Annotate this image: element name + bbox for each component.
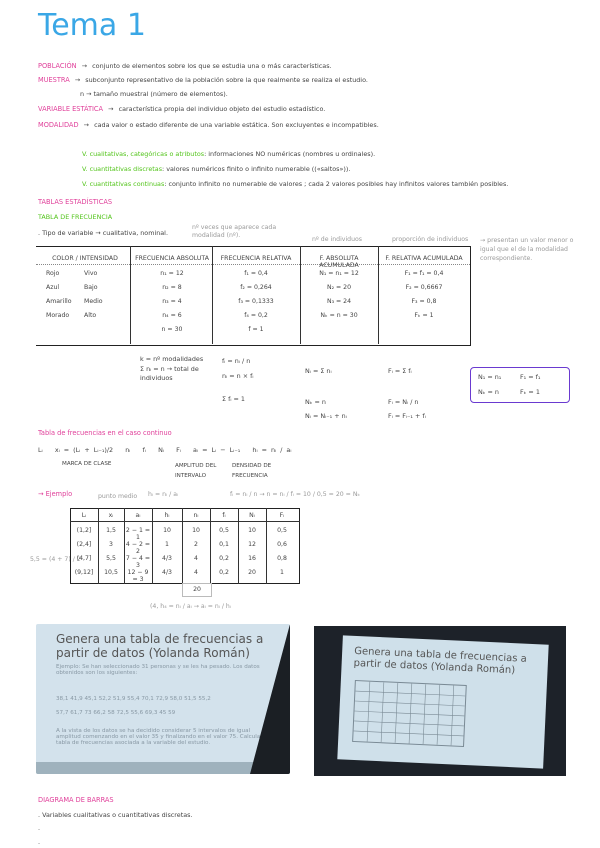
total-value: 20 — [193, 586, 201, 593]
continuous-row — [38, 446, 291, 454]
freq-cell: f₄ = 0,2 — [244, 312, 268, 319]
example-cell: 1 — [280, 569, 284, 576]
example-cell: (4,7] — [76, 555, 92, 562]
photo2-screen — [337, 635, 548, 768]
photo1-p3: 57,7 61,7 73 66,2 58 72,5 55,6 69,3 45 59 — [56, 710, 176, 716]
example-cell: aᵢ — [135, 512, 141, 519]
photo1-p4: A la vista de los datos se ha decidido considerar 5 intervalos de igual amplitud comenzando en el valor 35 y finalizando en el valor 75. Calcular la tabla de frecuencias asociada a la variable del estudio. — [56, 728, 270, 746]
freq-cell: n₂ = 8 — [162, 284, 182, 291]
c-x: xᵢ = (Lᵢ + Lᵢ₋₁)/2 — [54, 446, 114, 454]
example-cell: 0,5 — [277, 527, 287, 534]
bullet-2: . — [38, 838, 41, 846]
note-n-individuos: nº de individuos — [312, 236, 363, 243]
legend-4: Fₖ = 1 — [520, 388, 540, 396]
example-cell: 4 − 2 = 2 — [125, 541, 151, 555]
freq-cell: n₄ = 6 — [162, 312, 182, 319]
freq-cell: N₁ = n₁ = 12 — [319, 270, 359, 277]
def-arrow: → — [81, 62, 88, 70]
tipo-variable: . Tipo de variable → cualitativa, nominal. — [38, 229, 168, 237]
example-cell: hᵢ — [164, 512, 170, 519]
legend-3: Nₖ = n — [478, 388, 499, 396]
header-faa: F. ABSOLUTA ACUMULADA — [319, 255, 359, 269]
freq-cell: Fₖ = 1 — [414, 312, 434, 319]
ejemplo-label: → Ejemplo — [38, 490, 73, 498]
type-text: : conjunto infinito no numerable de valores ; cada 2 valores posibles hay infinitos valores también posibles. — [164, 180, 509, 188]
c-a: aᵢ = Lᵢ − Lᵢ₋₁ — [193, 446, 241, 454]
formula-fi: fᵢ = nᵢ / n — [222, 357, 251, 365]
freq-cell: f₂ = 0,264 — [240, 284, 272, 291]
example-cell: (1,2] — [76, 527, 92, 534]
def-text: cada valor o estado diferente de una variable estática. Son excluyentes e incompatibles. — [94, 121, 379, 129]
def-term: POBLACIÓN — [38, 62, 77, 70]
def-text: subconjunto representativo de la población sobre la que realmente se realiza el estudio. — [85, 76, 368, 84]
type-text: : informaciones NO numéricas (nombres u ordinales). — [204, 150, 376, 158]
header-fr: FRECUENCIA RELATIVA — [220, 255, 292, 262]
formula-Ni-sum: Nᵢ = Σ nᵢ — [305, 367, 332, 375]
def-text: conjunto de elementos sobre los que se estudia una o más características. — [92, 62, 332, 70]
note-h: hᵢ = nᵢ / aᵢ — [148, 491, 179, 498]
def-term: MODALIDAD — [38, 121, 79, 129]
freq-cell: Morado — [46, 312, 70, 319]
example-cell: 12 — [248, 541, 256, 548]
freq-cell: F₃ = 0,8 — [411, 298, 437, 305]
example-cell: 3 — [109, 541, 113, 548]
def-text: característica propia del individuo objeto del estudio estadístico. — [118, 105, 326, 113]
bars-text: . Variables cualitativas o cuantitativas discretas. — [38, 811, 193, 819]
header-fra: F. RELATIVA ACUMULADA — [385, 255, 463, 262]
freq-cell: f₃ = 0,1333 — [238, 298, 274, 305]
freq-cell: F₁ = f₁ = 0,4 — [404, 270, 444, 277]
def-term: VARIABLE ESTÁTICA — [38, 105, 104, 113]
formula-Fi-rec: Fᵢ = Fᵢ₋₁ + fᵢ — [388, 412, 426, 420]
section-continuo: Tabla de frecuencias en el caso continuo — [38, 429, 172, 437]
legend-2: F₁ = f₁ — [520, 373, 541, 381]
example-cell: 0,2 — [219, 569, 229, 576]
example-cell: 16 — [248, 555, 256, 562]
formula-Fi-sum: Fᵢ = Σ fᵢ — [388, 367, 412, 375]
example-cell: 20 — [248, 569, 256, 576]
example-cell: 1,5 — [106, 527, 116, 534]
example-cell: 4/3 — [162, 569, 172, 576]
formula-Nk: Nₖ = n — [305, 398, 326, 406]
example-cell: 10 — [192, 527, 200, 534]
example-cell: 10,5 — [104, 569, 118, 576]
note-n-veces: nº veces que aparece cada modalidad (nº). — [192, 224, 277, 239]
example-cell: 10 — [163, 527, 171, 534]
photo2-title: Genera una tabla de frecuencias a partir de datos (Yolanda Román) — [353, 645, 528, 677]
type-text: : valores numéricos finito o infinito numerable ((«saltos»)). — [162, 165, 351, 173]
def-arrow: → — [108, 105, 114, 113]
example-cell: 0,6 — [277, 541, 287, 548]
freq-cell: f = 1 — [248, 326, 264, 333]
note-proporcion: proporción de individuos — [392, 236, 469, 243]
photo1-p1: Ejemplo: Se han seleccionado 31 personas y se les ha pesado. Los datos obtenidos son los siguientes: — [56, 664, 260, 676]
example-cell: 7 − 4 = 3 — [125, 555, 151, 569]
header-color: COLOR / INTENSIDAD — [52, 255, 118, 262]
formula-sum-f: Σ fᵢ = 1 — [222, 395, 245, 403]
example-cell: 5,5 — [106, 555, 116, 562]
freq-cell: n = 30 — [161, 326, 183, 333]
label-marca: MARCA DE CLASE — [62, 461, 112, 467]
example-cell: 4/3 — [162, 555, 172, 562]
example-cell: nᵢ — [193, 512, 199, 519]
freq-cell: n₃ = 4 — [162, 298, 182, 305]
freq-cell: Alto — [84, 312, 97, 319]
c-n: nᵢ — [125, 446, 131, 454]
example-cell: (2,4] — [76, 541, 92, 548]
type-label: V. cuantitativas continuas — [82, 180, 165, 188]
example-cell: (9,12] — [74, 569, 94, 576]
freq-cell: N₂ = 20 — [326, 284, 352, 291]
table-divider — [130, 246, 131, 344]
bottom-note: (4, h₄ = nᵢ / aᵢ → aᵢ = nᵢ / hᵢ — [150, 603, 231, 610]
def-term: MUESTRA — [38, 76, 70, 84]
note-presentan: → presentan un valor menor o igual que el de la modalidad correspondiente. — [480, 237, 574, 262]
freq-cell: Azul — [46, 284, 60, 291]
formula-sum-n: Σ nᵢ = n → total de individuos — [140, 365, 199, 382]
example-cell: 4 — [194, 569, 198, 576]
photo1-dark-corner — [250, 624, 290, 774]
example-cell: Lᵢ — [81, 512, 87, 519]
def-arrow: → — [74, 76, 81, 84]
freq-cell: Bajo — [84, 284, 98, 291]
note-punto-medio: punto medio — [98, 493, 138, 500]
example-cell: Fᵢ — [279, 512, 285, 519]
c-L: Lᵢ — [38, 446, 43, 454]
formula-k: k = nº modalidades — [140, 355, 204, 363]
freq-cell: n₁ = 12 — [160, 270, 184, 277]
side-note: 5,5 = (4 + 7) / 2 — [30, 556, 81, 563]
label-amplitud: AMPLITUD DEL INTERVALO — [175, 463, 217, 479]
def-text: n → tamaño muestral (número de elementos). — [80, 90, 228, 98]
example-cell: 12 − 9 = 3 — [127, 569, 149, 583]
type-label: V. cualitativas, categóricas o atributos — [82, 150, 205, 158]
example-cell: 1 — [165, 541, 169, 548]
example-cell: 0,8 — [277, 555, 287, 562]
c-f: fᵢ — [142, 446, 146, 454]
type-continuas — [82, 171, 508, 190]
note-f: fᵢ = nᵢ / n → n = nᵢ / fᵢ = 10 / 0,5 = 20 = Nₖ — [230, 491, 361, 498]
example-cell: 2 — [194, 541, 198, 548]
formula-Ni-rec: Nᵢ = Nᵢ₋₁ + nᵢ — [305, 412, 347, 420]
photo1-p2: 38,1 41,9 45,1 52,2 51,9 55,4 70,1 72,9 58,0 51,5 55,2 — [56, 696, 211, 702]
c-F: Fᵢ — [176, 446, 181, 454]
example-cell: 0,1 — [219, 541, 229, 548]
example-cell: Nᵢ — [249, 512, 255, 519]
def-arrow: → — [83, 121, 89, 129]
table-divider — [36, 264, 470, 265]
freq-cell: Medio — [84, 298, 103, 305]
type-label: V. cuantitativas discretas — [82, 165, 163, 173]
freq-cell: F₂ = 0,6667 — [405, 284, 443, 291]
photo2-handwritten-grid — [352, 680, 467, 747]
freq-cell: Vivo — [84, 270, 98, 277]
def-modalidad — [38, 112, 379, 131]
example-cell: fᵢ — [222, 512, 226, 519]
example-cell: 0,2 — [219, 555, 229, 562]
example-cell: 2 − 1 = 1 — [125, 527, 151, 541]
formula-ni-calc: nᵢ = n × fᵢ — [222, 372, 254, 380]
slide-photo-2 — [314, 626, 566, 776]
label-densidad: DENSIDAD DE FRECUENCIA — [232, 463, 272, 479]
section-barras: DIAGRAMA DE BARRAS — [38, 796, 114, 804]
photo1-title: Genera una tabla de frecuencias a partir de datos (Yolanda Román) — [56, 632, 264, 660]
photo2-grid-lines — [353, 681, 466, 746]
c-h: hᵢ = nᵢ / aᵢ — [252, 446, 292, 454]
example-cell: xᵢ — [108, 512, 114, 519]
example-cell: 10 — [248, 527, 256, 534]
section-tabla-frecuencia: TABLA DE FRECUENCIA — [38, 213, 113, 221]
bullet-1: . — [38, 824, 41, 832]
section-tablas: TABLAS ESTADÍSTICAS — [38, 198, 113, 206]
header-fa: FRECUENCIA ABSOLUTA — [135, 255, 209, 262]
example-cell: 0,5 — [219, 527, 229, 534]
legend-1: N₁ = n₁ — [478, 373, 502, 381]
freq-cell: Rojo — [46, 270, 60, 277]
c-N: Nᵢ — [158, 446, 164, 454]
freq-cell: Nₖ = n = 30 — [320, 312, 358, 319]
page-title: Tema 1 — [38, 8, 146, 43]
freq-cell: N₃ = 24 — [326, 298, 352, 305]
example-cell: 4 — [194, 555, 198, 562]
freq-cell: Amarillo — [46, 298, 72, 305]
formula-Fi-div: Fᵢ = Nᵢ / n — [388, 398, 419, 406]
freq-cell: f₁ = 0,4 — [244, 270, 268, 277]
slide-photo-1 — [36, 624, 290, 774]
